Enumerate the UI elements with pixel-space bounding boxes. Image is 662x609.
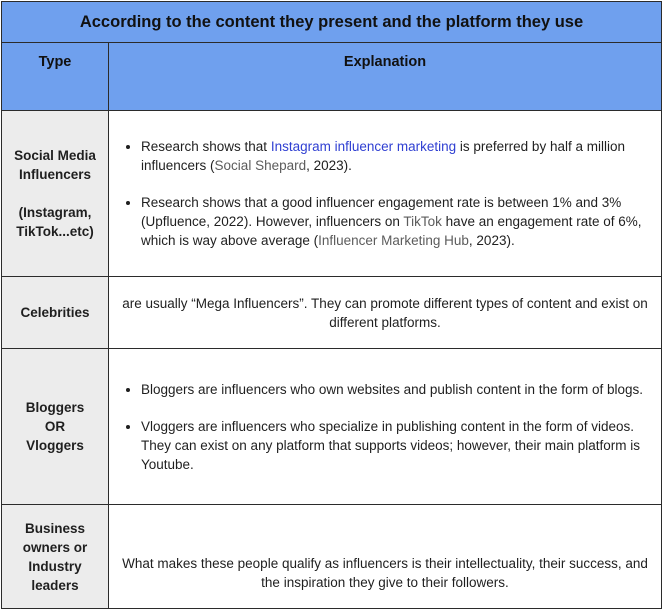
instagram-marketing-link[interactable]: Instagram influencer marketing — [270, 139, 457, 154]
row-business — [2, 505, 662, 609]
header-row — [2, 43, 662, 111]
type-business-line3: Industry — [28, 558, 82, 574]
type-bloggers-line2: OR — [44, 419, 66, 434]
social-shepard-source-link[interactable]: Social Shepard — [214, 158, 307, 173]
bloggers-bullets — [109, 380, 661, 474]
type-social-line1: Social Media — [14, 148, 96, 163]
type-business-line1: Business — [24, 520, 86, 536]
type-bloggers — [2, 349, 109, 505]
table-title: According to the content they present and the platform they use — [2, 2, 662, 43]
social-bullet-1: • Research shows that Instagram influencer marketing is preferred by half a million influencers (Social Shepard, 2023). — [141, 137, 651, 175]
row-social-media — [2, 111, 662, 277]
row-celebrities — [2, 277, 662, 349]
header-type: Type — [2, 43, 109, 111]
social-bullet-2: • Research shows that a good influencer engagement rate is between 1% and 3% (Upfluence, 2022). However, influencers on TikTok have an engagement rate of 6%, which is way above average (Influencer Marketing Hub, 2023). — [141, 193, 651, 250]
explanation-celebrities: are usually “Mega Influencers”. They can promote different types of content and exist on different platforms. — [109, 277, 662, 349]
tiktok-link[interactable]: TikTok — [403, 214, 442, 229]
bloggers-bullet-1: • Bloggers are influencers who own websites and publish content in the form of blogs. — [141, 380, 651, 399]
influencer-types-table — [1, 1, 662, 609]
type-bloggers-line1: Bloggers — [25, 400, 85, 415]
type-bloggers-line3: Vloggers — [26, 438, 84, 453]
row-bloggers — [2, 349, 662, 505]
header-explanation: Explanation — [109, 43, 662, 111]
title-row — [2, 2, 662, 43]
type-business-line2: owners or — [22, 539, 88, 555]
bloggers-bullet-2: • Vloggers are influencers who specialize in publishing content in the form of videos. They can exist on any platform that supports videos; however, their main platform is Youtube. — [141, 417, 651, 474]
type-social-line3: (Instagram, — [18, 205, 92, 220]
type-social-line4: TikTok...etc) — [16, 224, 94, 239]
explanation-social-media — [109, 111, 662, 277]
social-bullets — [109, 137, 661, 250]
influencer-marketing-hub-link[interactable]: Influencer Marketing Hub — [318, 233, 469, 248]
type-celebrities: Celebrities — [2, 277, 109, 349]
explanation-business: What makes these people qualify as influencers is their intellectuality, their success, and the inspiration they give to their followers. — [109, 505, 662, 609]
explanation-bloggers — [109, 349, 662, 505]
type-business-line4: leaders — [31, 577, 79, 593]
type-business — [2, 505, 109, 609]
type-social-media — [2, 111, 109, 277]
type-social-line2: Influencers — [18, 167, 92, 182]
